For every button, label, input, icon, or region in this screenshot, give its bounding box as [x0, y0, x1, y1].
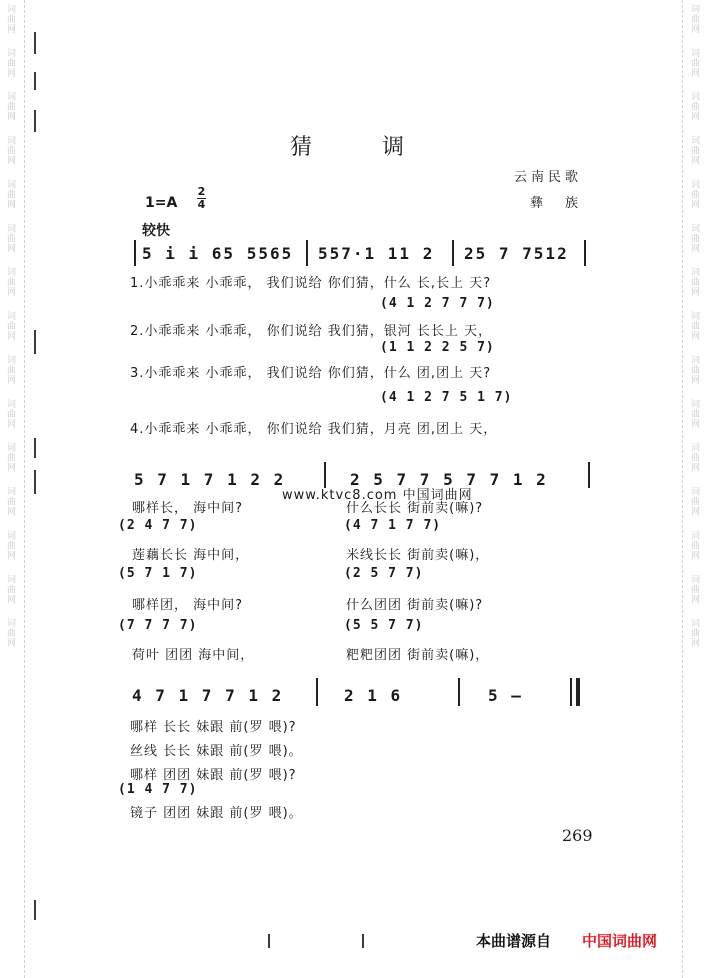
alt-notes: (2 5 7 7) [344, 566, 424, 581]
watermark-text: 词曲网 [5, 135, 15, 166]
watermark-right [688, 4, 700, 974]
lyric-verse-4: 粑粑团团 街前卖(嘛)， [346, 648, 490, 663]
watermark-text: 词曲网 [689, 574, 699, 605]
watermark-text: 词曲网 [689, 267, 699, 298]
watermark-text: 词曲网 [5, 4, 15, 34]
site-url-overlay: www.ktvc8.com 中国词曲网 [282, 488, 473, 503]
scan-mark [34, 110, 36, 132]
alt-notes: (4 1 2 7 7 7) [380, 296, 495, 311]
song-title: 猜调 [290, 135, 475, 160]
watermark-text: 词曲网 [5, 486, 15, 517]
scan-mark [268, 934, 270, 948]
watermark-text: 词曲网 [5, 355, 15, 385]
notes-measure-3: 25 7 7512 [464, 244, 569, 263]
barline [584, 240, 586, 266]
watermark-text: 词曲网 [689, 311, 699, 342]
notes-measure-8: 5 – [488, 686, 523, 705]
notes-measure-7: 2 1 6 [344, 686, 403, 705]
alt-notes: (1 4 7 7) [118, 782, 198, 797]
alt-notes: (5 7 1 7) [118, 566, 198, 581]
watermark-text: 词曲网 [689, 530, 699, 561]
lyric-verse-2: 2.小乖乖来 小乖乖， 你们说给 我们猜，银河 长长上 天， [130, 324, 493, 339]
watermark-text: 词曲网 [689, 179, 699, 210]
watermark-text: 词曲网 [5, 442, 15, 473]
watermark-text: 词曲网 [5, 530, 15, 561]
footer-source-label: 本曲谱源自 [476, 932, 552, 950]
footer-site-link[interactable]: 中国词曲网 [582, 932, 658, 950]
watermark-text: 词曲网 [689, 135, 699, 166]
barline [316, 678, 318, 706]
watermark-text: 词曲网 [689, 618, 699, 649]
lyric-verse-1: 哪样 长长 妹跟 前(罗 喂)? [130, 720, 297, 735]
time-signature-bottom: 4 [197, 198, 206, 211]
watermark-text: 词曲网 [5, 179, 15, 210]
lyric-verse-3: 什么团团 街前卖(嘛)? [346, 598, 484, 613]
lyric-verse-4: 荷叶 团团 海中间， [132, 648, 255, 663]
notes-measure-2: 557·1 11 2 [318, 244, 435, 263]
watermark-text: 词曲网 [5, 618, 15, 649]
alt-notes: (4 7 1 7 7) [344, 518, 442, 533]
alt-notes: (7 7 7 7) [118, 618, 198, 633]
alt-notes: (2 4 7 7) [118, 518, 198, 533]
lyric-verse-2: 丝线 长长 妹跟 前(罗 喂)。 [130, 744, 303, 759]
final-barline-thin [570, 678, 572, 706]
watermark-text: 词曲网 [5, 91, 15, 122]
tempo-marking: 较快 [142, 223, 170, 239]
scan-mark [34, 32, 36, 54]
time-signature-top: 2 [197, 185, 206, 198]
scan-mark [34, 438, 36, 458]
scan-mark [34, 72, 36, 90]
lyric-verse-4: 镜子 团团 妹跟 前(罗 喂)。 [130, 806, 303, 821]
notes-measure-6: 4 7 1 7 7 1 2 [132, 686, 284, 705]
lyric-verse-3: 3.小乖乖来 小乖乖， 我们说给 你们猜，什么 团,团上 天? [130, 366, 492, 381]
barline [458, 678, 460, 706]
barline [588, 462, 590, 488]
lyric-verse-2: 莲藕长长 海中间， [132, 548, 250, 563]
lyric-verse-1: 哪样长， 海中间? [132, 501, 244, 516]
alt-notes: (1 1 2 2 5 7) [380, 340, 495, 355]
watermark-text: 词曲网 [5, 574, 15, 605]
scan-mark [362, 934, 364, 948]
lyric-verse-4: 4.小乖乖来 小乖乖， 你们说给 我们猜，月亮 团,团上 天， [130, 422, 498, 437]
lyric-verse-3: 哪样 团团 妹跟 前(罗 喂)? [130, 768, 297, 783]
alt-notes: (5 5 7 7) [344, 618, 424, 633]
watermark-left [4, 4, 16, 974]
watermark-text: 词曲网 [689, 91, 699, 122]
barline [452, 240, 454, 266]
watermark-text: 词曲网 [689, 47, 699, 78]
lyric-verse-2: 米线长长 街前卖(嘛)， [346, 548, 490, 563]
barline [134, 240, 136, 266]
key-signature: 1=A [145, 195, 178, 211]
notes-measure-4: 5 7 1 7 1 2 2 [134, 470, 286, 489]
lyric-verse-1: 1.小乖乖来 小乖乖， 我们说给 你们猜，什么 长,长上 天? [130, 276, 492, 291]
watermark-text: 词曲网 [5, 223, 15, 254]
watermark-text: 词曲网 [5, 311, 15, 342]
watermark-text: 词曲网 [689, 398, 699, 429]
watermark-text: 词曲网 [689, 442, 699, 473]
time-signature [197, 186, 206, 211]
page-number: 269 [562, 826, 593, 845]
watermark-text: 词曲网 [5, 47, 15, 78]
lyric-verse-3: 哪样团， 海中间? [132, 598, 244, 613]
scan-mark [34, 470, 36, 494]
watermark-text: 词曲网 [5, 398, 15, 429]
lyric-verse-1: 什么长长 街前卖(嘛)? [346, 501, 484, 516]
watermark-text: 词曲网 [5, 267, 15, 298]
notes-measure-1: 5 i i 65 5565 [142, 244, 294, 263]
song-origin: 云南民歌 [514, 170, 583, 185]
watermark-text: 词曲网 [689, 4, 699, 34]
song-ethnicity: 彝族 [530, 196, 601, 211]
final-barline-thick [576, 678, 580, 706]
scan-mark [34, 900, 36, 920]
notes-measure-5: 2 5 7 7 5 7 7 1 2 [350, 470, 548, 489]
watermark-text: 词曲网 [689, 223, 699, 254]
watermark-text: 词曲网 [689, 355, 699, 385]
scan-mark [34, 330, 36, 354]
watermark-text: 词曲网 [689, 486, 699, 517]
barline [306, 240, 308, 266]
alt-notes: (4 1 2 7 5 1 7) [380, 390, 513, 405]
